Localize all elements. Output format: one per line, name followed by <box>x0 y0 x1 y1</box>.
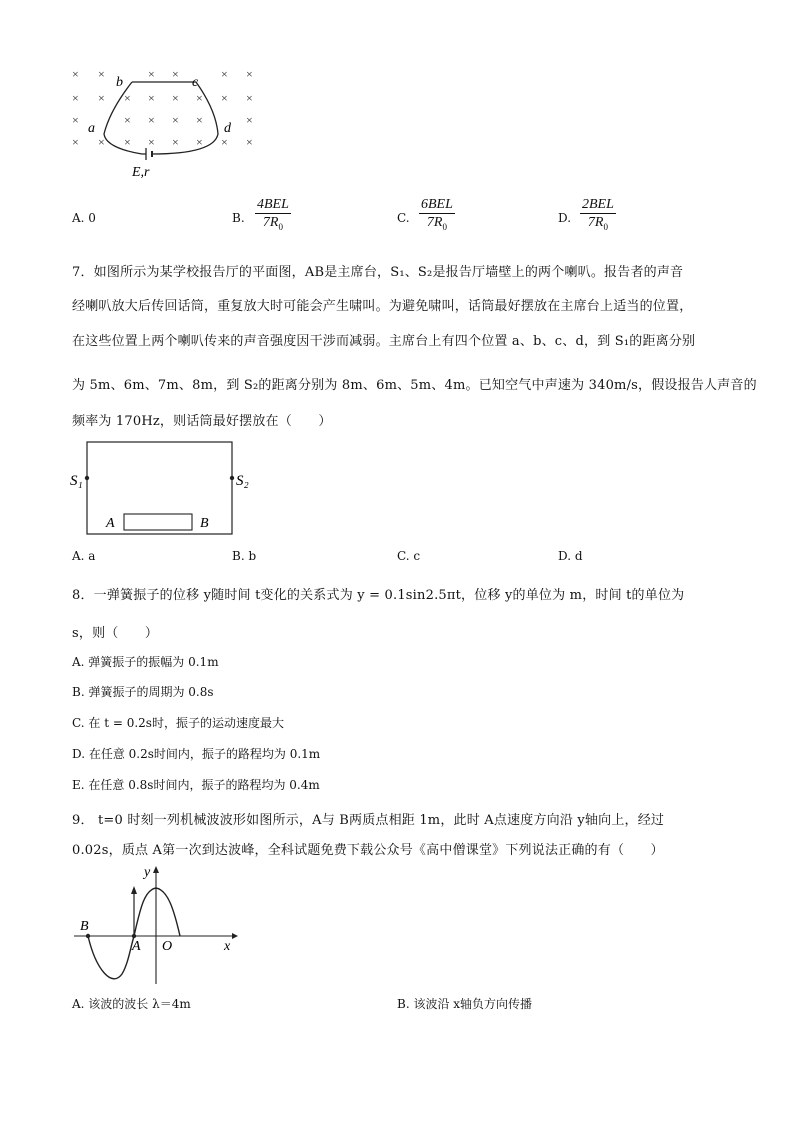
y-axis-arrow <box>153 866 159 873</box>
field-mark: × <box>172 135 179 149</box>
x-axis-arrow <box>232 933 238 939</box>
field-mark: × <box>148 135 155 149</box>
q7-option-a[interactable]: A. a <box>72 549 96 563</box>
label-y: y <box>144 865 151 880</box>
q9-option-b[interactable]: B. 该波沿 x轴负方向传播 <box>397 997 533 1011</box>
fraction-numerator: 2BEL <box>582 197 614 212</box>
field-mark: × <box>172 113 179 127</box>
label-x: x <box>224 939 231 954</box>
velocity-arrow-head <box>131 886 137 894</box>
field-mark: × <box>98 91 105 105</box>
q6-option-a[interactable]: A. 0 <box>72 211 96 225</box>
q6-option-c-label[interactable]: C. <box>397 211 410 225</box>
q7-option-d[interactable]: D. d <box>558 549 583 563</box>
field-mark: × <box>72 91 79 105</box>
q8-option-a[interactable]: A. 弹簧振子的振幅为 0.1m <box>72 655 219 669</box>
magnetic-field-marks <box>72 67 253 149</box>
field-mark: × <box>148 91 155 105</box>
label-s2: S₂ <box>236 473 249 489</box>
fraction-denominator: $7R_0$ <box>587 215 608 232</box>
field-mark: × <box>98 135 105 149</box>
fraction-numerator: 4BEL <box>257 197 289 212</box>
field-mark: × <box>221 67 228 81</box>
field-mark: × <box>246 135 253 149</box>
field-mark: × <box>72 113 79 127</box>
q9-text-line-1: 9． t=0 时刻一列机械波波形如图所示，A与 B两质点相距 1m，此时 A点速度方向沿 y轴向上，经过 <box>72 813 665 828</box>
podium-ab <box>124 514 192 530</box>
label-b: b <box>116 75 123 90</box>
point-b-dot <box>86 934 90 938</box>
q7-text-line-1: 7．如图所示为某学校报告厅的平面图，AB是主席台，S₁、S₂是报告厅墙壁上的两个喇叭。报告者的声音 <box>72 265 684 280</box>
field-mark: × <box>246 67 253 81</box>
field-mark: × <box>124 91 131 105</box>
fraction-denominator: $7R_0$ <box>262 215 283 232</box>
q6-option-d-fraction <box>580 196 616 236</box>
field-mark: × <box>221 135 228 149</box>
q8-text-line-2: s，则（ ） <box>72 626 159 641</box>
q9-option-a[interactable]: A. 该波的波长 λ＝4m <box>72 997 191 1011</box>
q7-text-line-2: 经喇叭放大后传回话筒，重复放大时可能会产生啸叫。为避免啸叫，话筒最好摆放在主席台上适当的位置， <box>72 299 693 314</box>
q7-text-line-3: 在这些位置上两个喇叭传来的声音强度因干涉而减弱。主席台上有四个位置 a、b、c、d，到 S₁的距离分别 <box>72 334 696 349</box>
q6-option-b-label[interactable]: B. <box>232 211 245 225</box>
point-a-dot <box>132 934 136 938</box>
label-c: c <box>192 75 199 90</box>
field-mark: × <box>196 135 203 149</box>
field-mark: × <box>172 91 179 105</box>
field-mark: × <box>124 113 131 127</box>
field-mark: × <box>196 91 203 105</box>
fraction-numerator: 6BEL <box>421 197 453 212</box>
label-emf: E,r <box>132 165 150 180</box>
q9-wave-figure <box>66 860 246 990</box>
field-mark: × <box>72 67 79 81</box>
q9-text-line-2: 0.02s，质点 A第一次到达波峰，全科试题免费下载公众号《高中僧课堂》下列说法正确的有（ ） <box>72 843 664 858</box>
label-a: a <box>88 121 95 136</box>
q7-text-line-4: 为 5m、6m、7m、8m，到 S₂的距离分别为 8m、6m、5m、4m。已知空气中声速为 340m/s，假设报告人声音的 <box>72 378 757 393</box>
label-a: A <box>132 939 141 954</box>
label-o: O <box>162 939 173 954</box>
speaker-s1-dot <box>85 476 89 480</box>
field-mark: × <box>196 113 203 127</box>
label-b: B <box>80 919 89 934</box>
field-mark: × <box>172 67 179 81</box>
q8-option-b[interactable]: B. 弹簧振子的周期为 0.8s <box>72 685 214 699</box>
speaker-s2-dot <box>230 476 234 480</box>
field-mark: × <box>246 91 253 105</box>
field-mark: × <box>246 113 253 127</box>
field-mark: × <box>148 113 155 127</box>
q7-hall-plan-figure <box>66 436 266 540</box>
q8-option-e[interactable]: E. 在任意 0.8s时间内，振子的路程均为 0.4m <box>72 778 320 792</box>
field-mark: × <box>72 135 79 149</box>
q7-option-c[interactable]: C. c <box>397 549 421 563</box>
fraction-denominator: $7R_0$ <box>426 215 447 232</box>
label-a: A <box>106 516 115 531</box>
q8-option-d[interactable]: D. 在任意 0.2s时间内，振子的路程均为 0.1m <box>72 747 321 761</box>
label-d: d <box>224 121 231 136</box>
field-mark: × <box>148 67 155 81</box>
field-mark: × <box>98 67 105 81</box>
field-mark: × <box>124 135 131 149</box>
label-b: B <box>200 516 209 531</box>
q8-option-c[interactable]: C. 在 t = 0.2s时，振子的运动速度最大 <box>72 716 284 730</box>
q7-option-b[interactable]: B. b <box>232 549 257 563</box>
q6-option-d-label[interactable]: D. <box>558 211 572 225</box>
q7-text-line-5: 频率为 170Hz，则话筒最好摆放在（ ） <box>72 414 332 429</box>
label-s1: S₁ <box>70 473 83 489</box>
field-mark: × <box>221 91 228 105</box>
q6-option-c-fraction <box>419 196 455 236</box>
q8-text-line-1: 8．一弹簧振子的位移 y随时间 t变化的关系式为 y = 0.1sin2.5πt，位移 y的单位为 m，时间 t的单位为 <box>72 588 685 603</box>
q6-option-b-fraction <box>255 196 291 236</box>
q6-circuit-figure <box>66 62 266 182</box>
